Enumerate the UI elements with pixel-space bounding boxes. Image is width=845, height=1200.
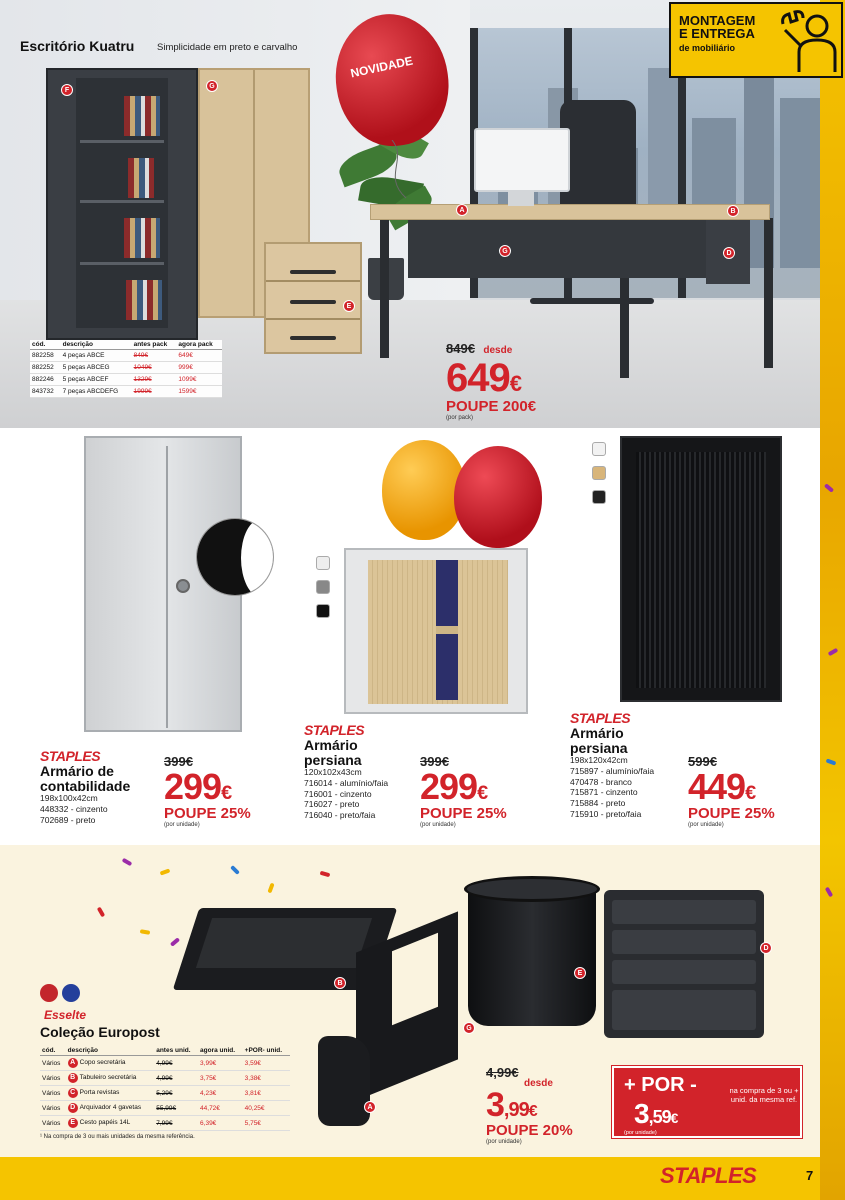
novidade-label: NOVIDADE bbox=[349, 53, 415, 81]
right-edge-strip bbox=[820, 0, 845, 1200]
pencil-cup-image bbox=[318, 1036, 370, 1126]
hero-price-table bbox=[30, 340, 222, 398]
marker-G-desk: G bbox=[499, 245, 511, 257]
desk-image bbox=[370, 204, 770, 220]
table-row: 882252 5 peças ABCEG 1049€ 999€ bbox=[30, 362, 222, 374]
per-unit-label: (por pack) bbox=[446, 415, 474, 421]
col-descricao: descrição bbox=[61, 340, 132, 350]
table-row: Vários B Tabuleiro secretária 4,99€ 3,75€ 3,38€ bbox=[40, 1071, 290, 1086]
page-number: 7 bbox=[806, 1168, 814, 1183]
hero-title: Escritório Kuatru bbox=[20, 38, 135, 54]
tambour-cabinet-tall-image bbox=[620, 436, 782, 702]
table-row: 843732 7 peças ABCDEFG 1999€ 1599€ bbox=[30, 386, 222, 398]
table-row: Vários C Porta revistas 5,29€ 4,23€ 3,81€ bbox=[40, 1086, 290, 1101]
marker-A-cup: A bbox=[364, 1101, 376, 1113]
marker-B-tray: B bbox=[334, 977, 346, 989]
swatch-beech bbox=[592, 466, 606, 480]
table-row: Vários D Arquivador 4 gavetas 55,99€ 44,72€ 40,25€ bbox=[40, 1101, 290, 1116]
marker-B: B bbox=[727, 205, 739, 217]
office-chair-image bbox=[560, 100, 636, 210]
marker-D: D bbox=[723, 247, 735, 259]
marker-F: F bbox=[61, 84, 73, 96]
product-tambour-small: STAPLES Armário persiana 120x102x43cm 716014 - alumínio/faia 716001 - cinzento 716027 - preto 716040 - preto/faia bbox=[304, 722, 389, 820]
product-1-price: 399€ 299€ POUPE 25% (por unidade) bbox=[164, 754, 251, 828]
savings-label: POUPE 200€ bbox=[446, 398, 537, 415]
waste-bin-image bbox=[468, 882, 596, 1026]
swatch-black bbox=[316, 604, 330, 618]
old-price: 849€ bbox=[446, 341, 475, 356]
current-price: 649€ bbox=[446, 356, 521, 400]
color-dot-red bbox=[40, 984, 58, 1002]
red-balloon-small bbox=[454, 446, 542, 548]
collection-title: Coleção Europost bbox=[40, 1024, 160, 1040]
swatch-aluminium-beech bbox=[316, 556, 330, 570]
col-cod: cód. bbox=[30, 340, 61, 350]
marker-G: G bbox=[206, 80, 218, 92]
col-agora: agora pack bbox=[176, 340, 222, 350]
monitor-image bbox=[474, 128, 570, 192]
col-antes: antes pack bbox=[132, 340, 177, 350]
swatch-white bbox=[592, 442, 606, 456]
table-row: 882246 5 peças ABCEF 1329€ 1099€ bbox=[30, 374, 222, 386]
product-accounting-cabinet: STAPLES Armário de contabilidade 198x100x42cm 448332 - cinzento 702689 - preto bbox=[40, 748, 131, 825]
footnote: ¹ Na compra de 3 ou mais unidades da mesma referência. bbox=[40, 1134, 195, 1140]
esselte-logo: Esselte bbox=[44, 1008, 87, 1022]
montagem-entrega-badge: MONTAGEM E ENTREGA de mobiliário bbox=[669, 2, 843, 78]
table-row: Vários A Copo secretária 4,99€ 3,99€ 3,59€ bbox=[40, 1056, 290, 1071]
hero-price bbox=[446, 340, 536, 421]
lock-icon bbox=[176, 579, 190, 593]
por-menos-box: + POR - 3,59€ na compra de 3 ou + unid. da mesma ref. (por unidade) bbox=[612, 1066, 802, 1138]
product-3-price: 599€ 449€ POUPE 25% (por unidade) bbox=[688, 754, 775, 828]
swatch-black-beech bbox=[592, 490, 606, 504]
color-swatch-circle bbox=[196, 518, 274, 596]
table-row: Vários E Cesto papéis 14L 7,99€ 6,39€ 5,75€ bbox=[40, 1116, 290, 1131]
balloon-string bbox=[388, 140, 428, 200]
product-tambour-tall: STAPLES Armário persiana 198x120x42cm 715897 - alumínio/faia 470478 - branco 715871 - cinzento 715884 - preto 715910 - preto/faia bbox=[570, 710, 655, 819]
table-row: 882258 4 peças ABCE 849€ 649€ bbox=[30, 350, 222, 362]
binders-image bbox=[436, 560, 458, 700]
hero-subtitle: Simplicidade em preto e carvalho bbox=[157, 42, 298, 53]
marker-A: A bbox=[456, 204, 468, 216]
swatch-grey bbox=[316, 580, 330, 594]
staples-logo: STAPLES bbox=[304, 722, 365, 738]
product-2-price: 399€ 299€ POUPE 25% (por unidade) bbox=[420, 754, 507, 828]
europost-price-table: cód. descrição antes unid. agora unid. +POR- unid. Vários A Copo secretária 4,99€ 3,99€ 3,59€ Vários B Tabuleiro secretária 4,99€ 3,75€ 3,38€ Vários C Porta revistas 5,29€ 4,23€ 3,81€ Vários D Arquivador 4 gavetas 55,99€ 44,72€ 40,25€ Vários E Cesto papéis 14L 7,99€ 6,39€ 5,75€ bbox=[40, 1046, 290, 1131]
worker-wrench-icon bbox=[781, 10, 839, 74]
color-dot-blue bbox=[62, 984, 80, 1002]
marker-E: E bbox=[343, 300, 355, 312]
staples-logo: STAPLES bbox=[40, 748, 101, 764]
from-label: desde bbox=[483, 345, 513, 356]
marker-E-bin: E bbox=[574, 967, 586, 979]
footer-staples-logo: STAPLES bbox=[660, 1163, 757, 1188]
marker-D-drawers: D bbox=[760, 942, 772, 954]
staples-logo: STAPLES bbox=[570, 710, 631, 726]
europost-price: 4,99€ desde 3,99€ POUPE 20% (por unidade) bbox=[486, 1065, 573, 1145]
marker-C-file: G bbox=[463, 1022, 475, 1034]
